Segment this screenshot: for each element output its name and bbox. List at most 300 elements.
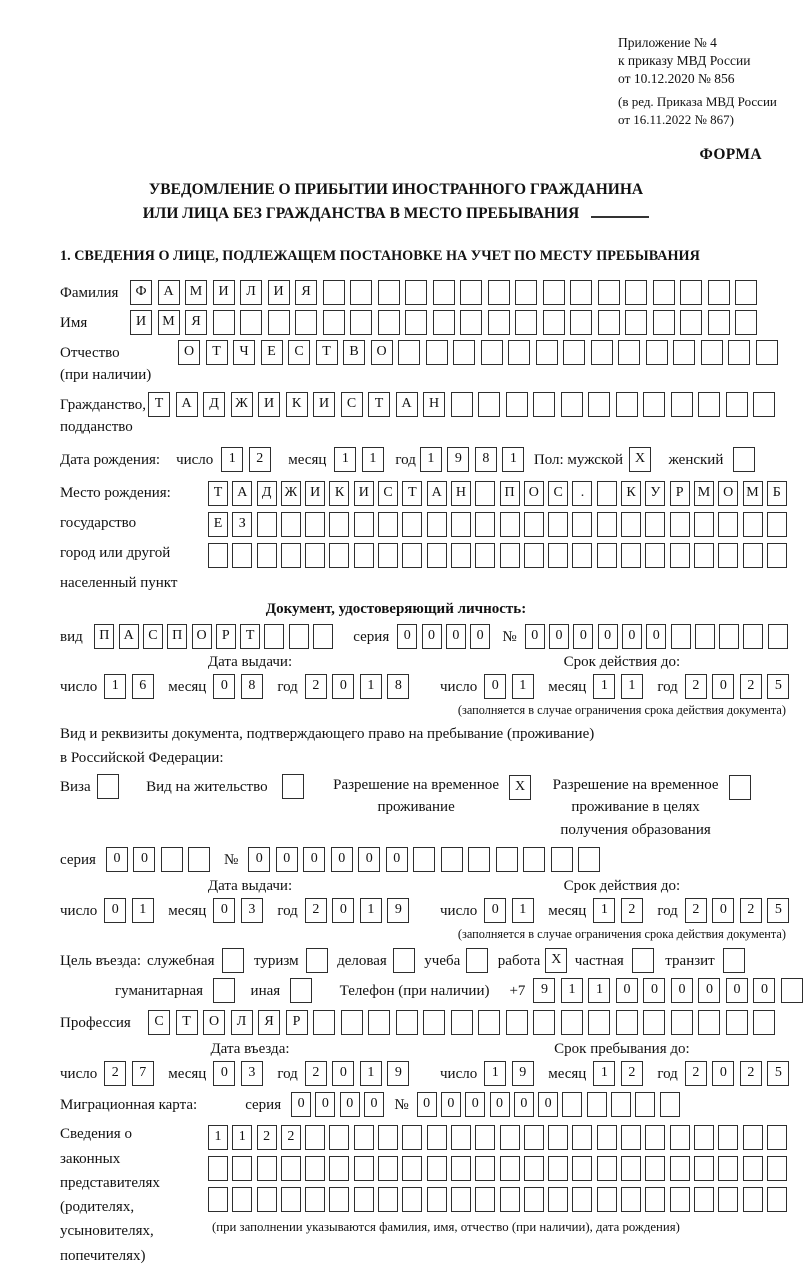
char-cell[interactable] <box>694 1187 714 1212</box>
char-cell[interactable] <box>618 340 640 365</box>
char-cell[interactable] <box>743 543 763 568</box>
char-cell[interactable]: 1 <box>588 978 610 1003</box>
char-cell[interactable] <box>598 280 620 305</box>
char-cell[interactable] <box>451 1156 471 1181</box>
char-cell[interactable] <box>378 1187 398 1212</box>
char-cell[interactable] <box>329 543 349 568</box>
char-cell[interactable] <box>396 1010 418 1035</box>
char-cell[interactable] <box>378 543 398 568</box>
char-cell[interactable]: 1 <box>561 978 583 1003</box>
char-cell[interactable]: Л <box>240 280 262 305</box>
char-cell[interactable] <box>694 1125 714 1150</box>
char-cell[interactable] <box>643 1010 665 1035</box>
char-cell[interactable] <box>645 1125 665 1150</box>
char-cell[interactable] <box>587 1092 607 1117</box>
char-cell[interactable] <box>572 1187 592 1212</box>
char-cell[interactable] <box>313 624 333 649</box>
char-cell[interactable]: 0 <box>133 847 155 872</box>
char-cell[interactable] <box>743 1187 763 1212</box>
char-cell[interactable] <box>562 1092 582 1117</box>
char-cell[interactable]: 1 <box>593 674 615 699</box>
char-cell[interactable] <box>625 280 647 305</box>
tourism-checkbox-cell[interactable] <box>306 948 328 973</box>
char-cell[interactable]: 2 <box>305 674 327 699</box>
char-cell[interactable]: Т <box>316 340 338 365</box>
char-cell[interactable] <box>427 1125 447 1150</box>
char-cell[interactable]: 2 <box>740 674 762 699</box>
char-cell[interactable]: С <box>148 1010 170 1035</box>
char-cell[interactable]: 7 <box>132 1061 154 1086</box>
char-cell[interactable]: 8 <box>241 674 263 699</box>
char-cell[interactable]: 0 <box>538 1092 558 1117</box>
char-cell[interactable] <box>423 1010 445 1035</box>
visa-checkbox-cell[interactable] <box>97 774 119 799</box>
char-cell[interactable] <box>323 280 345 305</box>
char-cell[interactable] <box>694 512 714 537</box>
char-cell[interactable]: 2 <box>621 1061 643 1086</box>
char-cell[interactable]: 0 <box>446 624 466 649</box>
char-cell[interactable] <box>451 1010 473 1035</box>
char-cell[interactable] <box>329 1156 349 1181</box>
char-cell[interactable]: И <box>313 392 335 417</box>
char-cell[interactable]: 0 <box>303 847 325 872</box>
char-cell[interactable]: 1 <box>593 1061 615 1086</box>
char-cell[interactable]: 9 <box>387 1061 409 1086</box>
char-cell[interactable] <box>329 1125 349 1150</box>
char-cell[interactable] <box>645 1187 665 1212</box>
char-cell[interactable] <box>694 543 714 568</box>
char-cell[interactable] <box>350 280 372 305</box>
char-cell[interactable] <box>572 543 592 568</box>
char-cell[interactable] <box>305 1156 325 1181</box>
char-cell[interactable]: 0 <box>514 1092 534 1117</box>
char-cell[interactable]: 0 <box>622 624 642 649</box>
char-cell[interactable] <box>767 1187 787 1212</box>
char-cell[interactable]: 1 <box>208 1125 228 1150</box>
char-cell[interactable]: Т <box>208 481 228 506</box>
char-cell[interactable]: 2 <box>104 1061 126 1086</box>
char-cell[interactable]: 1 <box>360 1061 382 1086</box>
char-cell[interactable]: 1 <box>621 674 643 699</box>
char-cell[interactable] <box>281 1156 301 1181</box>
char-cell[interactable]: 0 <box>470 624 490 649</box>
char-cell[interactable] <box>323 310 345 335</box>
char-cell[interactable]: 0 <box>712 898 734 923</box>
char-cell[interactable] <box>616 1010 638 1035</box>
char-cell[interactable] <box>671 624 691 649</box>
char-cell[interactable] <box>524 543 544 568</box>
char-cell[interactable] <box>426 340 448 365</box>
char-cell[interactable]: И <box>305 481 325 506</box>
char-cell[interactable] <box>660 1092 680 1117</box>
char-cell[interactable]: О <box>178 340 200 365</box>
char-cell[interactable] <box>264 624 284 649</box>
char-cell[interactable] <box>670 512 690 537</box>
char-cell[interactable]: . <box>572 481 592 506</box>
char-cell[interactable] <box>680 310 702 335</box>
char-cell[interactable] <box>768 624 788 649</box>
char-cell[interactable] <box>621 1125 641 1150</box>
char-cell[interactable] <box>208 543 228 568</box>
char-cell[interactable] <box>726 1010 748 1035</box>
char-cell[interactable] <box>433 280 455 305</box>
char-cell[interactable] <box>208 1156 228 1181</box>
char-cell[interactable]: 0 <box>712 1061 734 1086</box>
char-cell[interactable] <box>718 543 738 568</box>
char-cell[interactable] <box>533 1010 555 1035</box>
char-cell[interactable] <box>378 512 398 537</box>
char-cell[interactable]: Ж <box>231 392 253 417</box>
char-cell[interactable] <box>572 512 592 537</box>
char-cell[interactable] <box>475 543 495 568</box>
char-cell[interactable] <box>680 280 702 305</box>
char-cell[interactable] <box>523 847 545 872</box>
char-cell[interactable]: У <box>645 481 665 506</box>
char-cell[interactable] <box>718 1156 738 1181</box>
char-cell[interactable] <box>451 1125 471 1150</box>
char-cell[interactable] <box>597 1187 617 1212</box>
business-checkbox-cell[interactable] <box>222 948 244 973</box>
char-cell[interactable] <box>378 310 400 335</box>
char-cell[interactable]: К <box>286 392 308 417</box>
char-cell[interactable] <box>295 310 317 335</box>
char-cell[interactable] <box>305 1187 325 1212</box>
char-cell[interactable] <box>718 512 738 537</box>
study-checkbox-cell[interactable] <box>466 948 488 973</box>
char-cell[interactable]: 2 <box>740 898 762 923</box>
char-cell[interactable]: 2 <box>281 1125 301 1150</box>
char-cell[interactable]: 0 <box>422 624 442 649</box>
char-cell[interactable]: 2 <box>685 674 707 699</box>
char-cell[interactable] <box>500 1156 520 1181</box>
char-cell[interactable] <box>451 512 471 537</box>
char-cell[interactable] <box>548 543 568 568</box>
char-cell[interactable]: 8 <box>475 447 497 472</box>
char-cell[interactable]: 1 <box>104 674 126 699</box>
char-cell[interactable]: Т <box>368 392 390 417</box>
char-cell[interactable]: 9 <box>387 898 409 923</box>
char-cell[interactable]: 2 <box>740 1061 762 1086</box>
char-cell[interactable]: Б <box>767 481 787 506</box>
char-cell[interactable]: О <box>203 1010 225 1035</box>
char-cell[interactable] <box>506 1010 528 1035</box>
char-cell[interactable]: Д <box>257 481 277 506</box>
char-cell[interactable]: 2 <box>621 898 643 923</box>
char-cell[interactable]: П <box>500 481 520 506</box>
char-cell[interactable] <box>368 1010 390 1035</box>
char-cell[interactable] <box>289 624 309 649</box>
char-cell[interactable]: 1 <box>360 674 382 699</box>
char-cell[interactable]: 0 <box>340 1092 360 1117</box>
char-cell[interactable] <box>621 1156 641 1181</box>
char-cell[interactable] <box>305 512 325 537</box>
char-cell[interactable] <box>451 392 473 417</box>
char-cell[interactable]: 1 <box>360 898 382 923</box>
char-cell[interactable] <box>536 340 558 365</box>
char-cell[interactable] <box>726 392 748 417</box>
char-cell[interactable] <box>572 1125 592 1150</box>
char-cell[interactable] <box>570 310 592 335</box>
char-cell[interactable] <box>402 512 422 537</box>
edu-permit-checkbox-cell[interactable] <box>729 775 751 800</box>
char-cell[interactable] <box>427 543 447 568</box>
char-cell[interactable]: С <box>288 340 310 365</box>
char-cell[interactable]: 0 <box>525 624 545 649</box>
char-cell[interactable]: П <box>94 624 114 649</box>
char-cell[interactable] <box>188 847 210 872</box>
char-cell[interactable] <box>643 392 665 417</box>
char-cell[interactable]: 5 <box>767 674 789 699</box>
char-cell[interactable]: 1 <box>502 447 524 472</box>
char-cell[interactable]: С <box>143 624 163 649</box>
char-cell[interactable]: И <box>213 280 235 305</box>
char-cell[interactable] <box>354 1187 374 1212</box>
char-cell[interactable] <box>508 340 530 365</box>
char-cell[interactable] <box>597 543 617 568</box>
char-cell[interactable]: 0 <box>549 624 569 649</box>
char-cell[interactable] <box>563 340 585 365</box>
char-cell[interactable]: 5 <box>767 1061 789 1086</box>
char-cell[interactable] <box>378 280 400 305</box>
char-cell[interactable] <box>597 1156 617 1181</box>
char-cell[interactable]: 0 <box>698 978 720 1003</box>
char-cell[interactable] <box>735 310 757 335</box>
other-purpose-checkbox-cell[interactable] <box>290 978 312 1003</box>
char-cell[interactable] <box>475 512 495 537</box>
char-cell[interactable]: Ж <box>281 481 301 506</box>
char-cell[interactable] <box>478 1010 500 1035</box>
char-cell[interactable] <box>533 392 555 417</box>
char-cell[interactable]: 5 <box>767 898 789 923</box>
char-cell[interactable] <box>735 280 757 305</box>
char-cell[interactable] <box>281 1187 301 1212</box>
char-cell[interactable]: 1 <box>221 447 243 472</box>
char-cell[interactable]: И <box>354 481 374 506</box>
char-cell[interactable] <box>653 280 675 305</box>
char-cell[interactable] <box>451 543 471 568</box>
char-cell[interactable] <box>524 1156 544 1181</box>
char-cell[interactable] <box>453 340 475 365</box>
char-cell[interactable]: 0 <box>364 1092 384 1117</box>
char-cell[interactable] <box>405 310 427 335</box>
char-cell[interactable]: 2 <box>685 898 707 923</box>
char-cell[interactable]: 0 <box>213 674 235 699</box>
char-cell[interactable]: 1 <box>593 898 615 923</box>
char-cell[interactable] <box>548 1156 568 1181</box>
char-cell[interactable] <box>572 1156 592 1181</box>
char-cell[interactable] <box>378 1156 398 1181</box>
char-cell[interactable] <box>728 340 750 365</box>
char-cell[interactable]: Р <box>216 624 236 649</box>
char-cell[interactable]: 2 <box>305 898 327 923</box>
char-cell[interactable] <box>767 1125 787 1150</box>
char-cell[interactable]: С <box>341 392 363 417</box>
char-cell[interactable] <box>305 1125 325 1150</box>
char-cell[interactable] <box>433 310 455 335</box>
char-cell[interactable]: 0 <box>386 847 408 872</box>
char-cell[interactable] <box>524 1187 544 1212</box>
char-cell[interactable] <box>515 280 537 305</box>
char-cell[interactable] <box>354 1125 374 1150</box>
char-cell[interactable] <box>232 1156 252 1181</box>
char-cell[interactable] <box>591 340 613 365</box>
char-cell[interactable]: М <box>743 481 763 506</box>
char-cell[interactable] <box>698 392 720 417</box>
char-cell[interactable] <box>611 1092 631 1117</box>
char-cell[interactable]: А <box>176 392 198 417</box>
commercial-checkbox-cell[interactable] <box>393 948 415 973</box>
char-cell[interactable] <box>500 1125 520 1150</box>
char-cell[interactable]: 1 <box>334 447 356 472</box>
char-cell[interactable]: Я <box>295 280 317 305</box>
char-cell[interactable] <box>305 543 325 568</box>
char-cell[interactable] <box>645 1156 665 1181</box>
char-cell[interactable] <box>670 543 690 568</box>
char-cell[interactable] <box>743 1125 763 1150</box>
char-cell[interactable] <box>402 543 422 568</box>
char-cell[interactable] <box>645 543 665 568</box>
char-cell[interactable]: И <box>258 392 280 417</box>
char-cell[interactable]: 9 <box>447 447 469 472</box>
char-cell[interactable] <box>767 1156 787 1181</box>
char-cell[interactable]: 1 <box>232 1125 252 1150</box>
char-cell[interactable] <box>670 1125 690 1150</box>
humanitarian-checkbox-cell[interactable] <box>213 978 235 1003</box>
char-cell[interactable] <box>354 512 374 537</box>
char-cell[interactable] <box>551 847 573 872</box>
char-cell[interactable]: 0 <box>104 898 126 923</box>
char-cell[interactable] <box>488 280 510 305</box>
char-cell[interactable] <box>441 847 463 872</box>
char-cell[interactable]: Т <box>402 481 422 506</box>
char-cell[interactable] <box>281 543 301 568</box>
char-cell[interactable]: 0 <box>331 847 353 872</box>
char-cell[interactable] <box>548 512 568 537</box>
char-cell[interactable]: Т <box>148 392 170 417</box>
char-cell[interactable] <box>257 1156 277 1181</box>
char-cell[interactable]: 1 <box>362 447 384 472</box>
char-cell[interactable] <box>718 1125 738 1150</box>
char-cell[interactable] <box>767 543 787 568</box>
char-cell[interactable] <box>653 310 675 335</box>
char-cell[interactable] <box>698 1010 720 1035</box>
char-cell[interactable]: Т <box>176 1010 198 1035</box>
char-cell[interactable]: 8 <box>387 674 409 699</box>
char-cell[interactable] <box>597 1125 617 1150</box>
char-cell[interactable] <box>743 1156 763 1181</box>
char-cell[interactable] <box>673 340 695 365</box>
char-cell[interactable]: 0 <box>441 1092 461 1117</box>
char-cell[interactable]: А <box>119 624 139 649</box>
char-cell[interactable] <box>257 1187 277 1212</box>
char-cell[interactable] <box>645 512 665 537</box>
char-cell[interactable] <box>405 280 427 305</box>
char-cell[interactable]: Н <box>451 481 471 506</box>
char-cell[interactable]: М <box>185 280 207 305</box>
char-cell[interactable] <box>588 1010 610 1035</box>
char-cell[interactable] <box>598 310 620 335</box>
char-cell[interactable] <box>329 1187 349 1212</box>
char-cell[interactable]: Р <box>286 1010 308 1035</box>
char-cell[interactable] <box>427 1156 447 1181</box>
char-cell[interactable]: А <box>158 280 180 305</box>
char-cell[interactable] <box>500 512 520 537</box>
char-cell[interactable] <box>588 392 610 417</box>
char-cell[interactable]: О <box>192 624 212 649</box>
char-cell[interactable] <box>621 1187 641 1212</box>
char-cell[interactable] <box>475 1125 495 1150</box>
char-cell[interactable]: Ч <box>233 340 255 365</box>
char-cell[interactable]: 0 <box>753 978 775 1003</box>
char-cell[interactable]: А <box>232 481 252 506</box>
char-cell[interactable] <box>496 847 518 872</box>
char-cell[interactable] <box>232 1187 252 1212</box>
char-cell[interactable] <box>475 1187 495 1212</box>
char-cell[interactable] <box>524 512 544 537</box>
char-cell[interactable] <box>543 310 565 335</box>
char-cell[interactable] <box>468 847 490 872</box>
char-cell[interactable] <box>398 340 420 365</box>
char-cell[interactable] <box>354 543 374 568</box>
char-cell[interactable] <box>597 512 617 537</box>
char-cell[interactable] <box>548 1125 568 1150</box>
char-cell[interactable]: 2 <box>305 1061 327 1086</box>
char-cell[interactable] <box>561 392 583 417</box>
char-cell[interactable]: 0 <box>332 1061 354 1086</box>
char-cell[interactable] <box>240 310 262 335</box>
char-cell[interactable]: П <box>167 624 187 649</box>
male-checkbox-cell[interactable]: X <box>629 447 651 472</box>
char-cell[interactable]: 1 <box>420 447 442 472</box>
char-cell[interactable]: 0 <box>248 847 270 872</box>
char-cell[interactable] <box>413 847 435 872</box>
char-cell[interactable]: 0 <box>291 1092 311 1117</box>
char-cell[interactable] <box>578 847 600 872</box>
char-cell[interactable]: Я <box>185 310 207 335</box>
char-cell[interactable] <box>719 624 739 649</box>
char-cell[interactable]: 0 <box>397 624 417 649</box>
char-cell[interactable]: Е <box>208 512 228 537</box>
char-cell[interactable]: 0 <box>332 674 354 699</box>
char-cell[interactable] <box>756 340 778 365</box>
char-cell[interactable]: 1 <box>132 898 154 923</box>
char-cell[interactable] <box>718 1187 738 1212</box>
char-cell[interactable] <box>208 1187 228 1212</box>
char-cell[interactable]: Ф <box>130 280 152 305</box>
char-cell[interactable]: 0 <box>332 898 354 923</box>
char-cell[interactable] <box>708 280 730 305</box>
char-cell[interactable] <box>695 624 715 649</box>
char-cell[interactable] <box>671 1010 693 1035</box>
char-cell[interactable] <box>767 512 787 537</box>
char-cell[interactable]: 0 <box>315 1092 335 1117</box>
char-cell[interactable]: 0 <box>616 978 638 1003</box>
char-cell[interactable]: Р <box>670 481 690 506</box>
char-cell[interactable]: И <box>268 280 290 305</box>
char-cell[interactable] <box>671 392 693 417</box>
private-checkbox-cell[interactable] <box>632 948 654 973</box>
char-cell[interactable] <box>743 624 763 649</box>
char-cell[interactable] <box>753 392 775 417</box>
char-cell[interactable]: 9 <box>512 1061 534 1086</box>
char-cell[interactable] <box>753 1010 775 1035</box>
char-cell[interactable]: 2 <box>685 1061 707 1086</box>
char-cell[interactable]: 0 <box>213 1061 235 1086</box>
char-cell[interactable]: М <box>158 310 180 335</box>
char-cell[interactable]: 9 <box>533 978 555 1003</box>
char-cell[interactable] <box>635 1092 655 1117</box>
work-checkbox-cell[interactable]: X <box>545 948 567 973</box>
